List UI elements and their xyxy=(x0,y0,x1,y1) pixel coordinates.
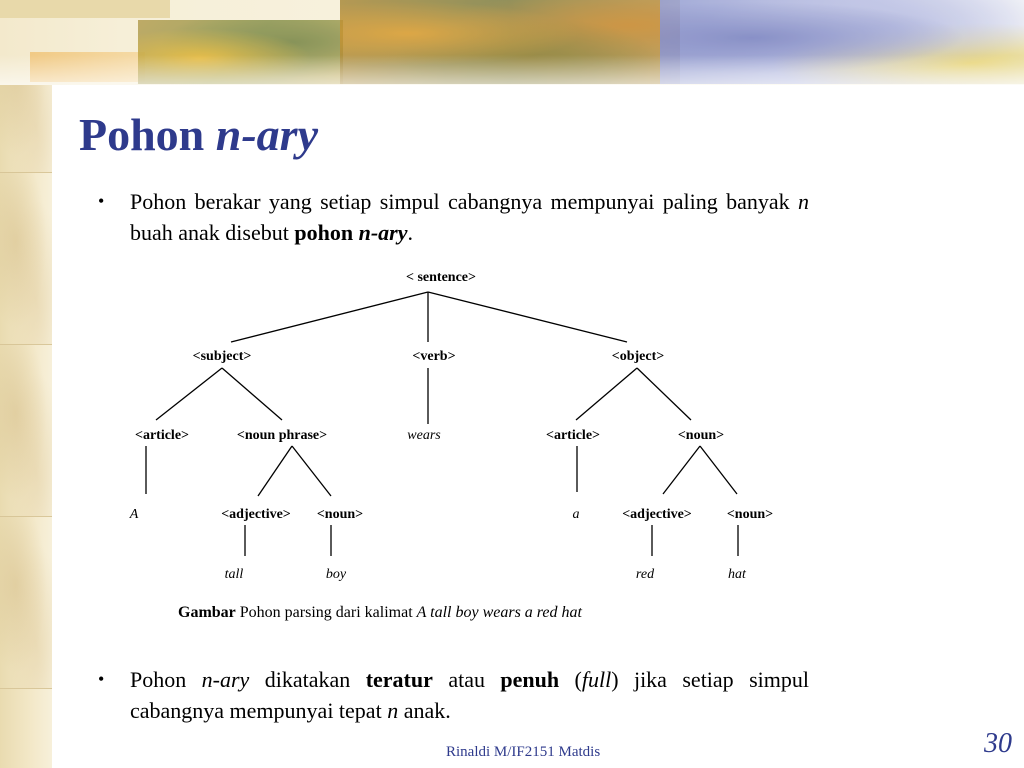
caption-text: Pohon parsing dari kalimat xyxy=(235,604,417,621)
leaf-wears: wears xyxy=(407,428,441,443)
bullet2-part1: Pohon xyxy=(130,667,202,692)
node-noun-object: <noun> xyxy=(677,428,725,443)
title-italic: n-ary xyxy=(215,109,318,160)
edge-subject-nounphrase xyxy=(222,368,282,420)
bullet2-part4: ( xyxy=(559,667,582,692)
edge-sentence-subject xyxy=(231,292,428,342)
page-number: 30 xyxy=(984,728,1012,759)
node-article-2: <article> xyxy=(545,428,601,443)
edge-object-noun xyxy=(637,368,691,420)
node-noun-2: <noun> xyxy=(726,507,774,522)
title-main: Pohon xyxy=(79,109,205,160)
node-article-1: <article> xyxy=(134,428,190,443)
bullet2-part5: ) jika setiap simpul cabangnya mempunyai tepat xyxy=(130,667,809,723)
slide-footer: Rinaldi M/IF2151 Matdis xyxy=(446,744,601,760)
leaf-boy: boy xyxy=(325,567,347,582)
bullet1-end: . xyxy=(407,220,413,245)
node-noun-phrase: <noun phrase> xyxy=(236,428,328,443)
edge-sentence-object xyxy=(428,292,627,342)
bullet1-term-bold: pohon xyxy=(294,220,359,245)
bullet1-n: n xyxy=(798,189,809,214)
node-verb: <verb> xyxy=(412,349,456,364)
bullet2-full: full xyxy=(581,667,612,692)
bullet-regular-tree-text xyxy=(130,664,809,726)
leaf-tall: tall xyxy=(224,567,244,582)
node-noun-np: <noun> xyxy=(316,507,364,522)
edge-subject-article xyxy=(156,368,222,420)
bullet-dot-icon: • xyxy=(98,191,105,211)
bullet2-end: anak. xyxy=(398,698,451,723)
node-sentence: < sentence> xyxy=(406,270,476,285)
node-adjective-2: <adjective> xyxy=(622,507,692,522)
bullet2-nary: n-ary xyxy=(201,667,250,692)
node-object: <object> xyxy=(611,349,665,364)
leaf-red: red xyxy=(635,567,655,582)
bullet2-part3: atau xyxy=(432,667,501,692)
node-adjective-1: <adjective> xyxy=(221,507,291,522)
node-subject: <subject> xyxy=(192,349,252,364)
bullet2-teratur: teratur xyxy=(365,667,433,692)
caption-sentence: A tall boy wears a red hat xyxy=(416,604,582,621)
edge-nounphrase-noun xyxy=(292,446,331,496)
bullet-dot-icon: • xyxy=(98,669,105,689)
leaf-A: A xyxy=(129,507,139,522)
bullet1-part1: Pohon berakar yang setiap simpul cabangnya mempunyai paling banyak xyxy=(130,189,798,214)
caption-label: Gambar xyxy=(178,604,236,621)
bullet2-n: n xyxy=(387,698,399,723)
edge-noun-noun xyxy=(700,446,737,494)
bullet1-part2: buah anak disebut xyxy=(130,220,295,245)
bullet2-part2: dikatakan xyxy=(249,667,366,692)
edge-object-article xyxy=(576,368,637,420)
tree-nodes xyxy=(129,270,773,582)
leaf-a: a xyxy=(572,507,580,522)
edge-nounphrase-adjective xyxy=(258,446,292,496)
figure-caption xyxy=(178,604,582,622)
bullet-regular-tree xyxy=(98,664,809,726)
edge-noun-adjective xyxy=(663,446,700,494)
bullet2-penuh: penuh xyxy=(500,667,560,692)
leaf-hat: hat xyxy=(728,567,746,582)
bullet1-term-bold-italic: n-ary xyxy=(358,220,408,245)
